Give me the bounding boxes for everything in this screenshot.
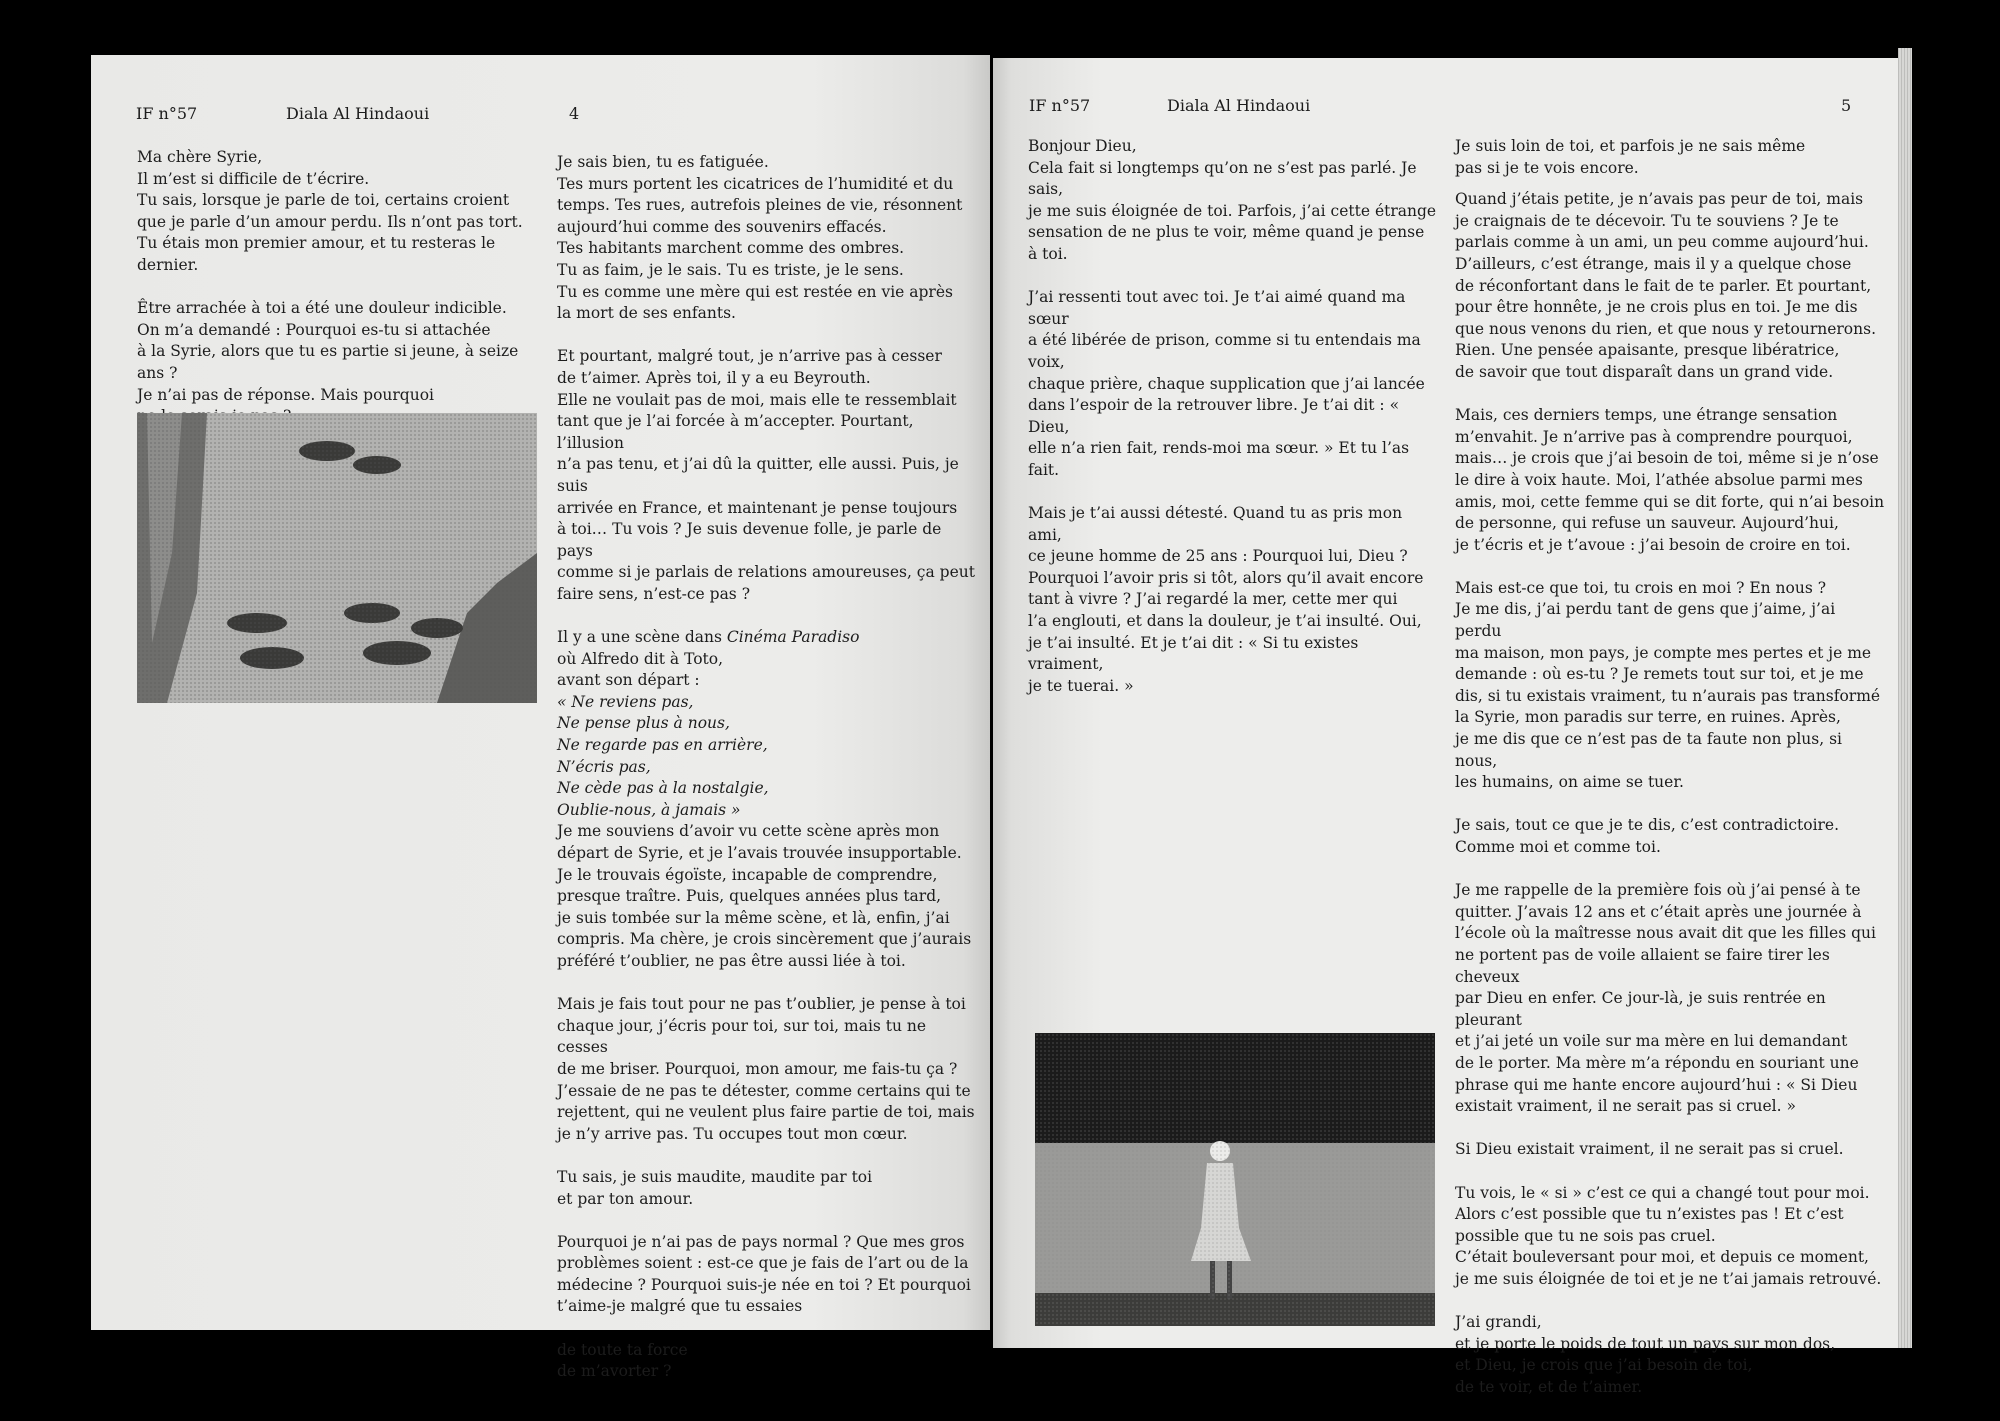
- film-title: Cinéma Paradiso: [726, 628, 860, 647]
- paragraph: Je suis loin de toi, et parfois je ne sais même pas si je te vois encore.: [1455, 137, 1806, 177]
- journal-issue: IF n°57: [136, 104, 198, 123]
- paragraph: Pourquoi je n’ai pas de pays normal ? Que mes gros problèmes soient : est-ce que je fais de l’art ou de la médecine ? Pourquoi suis-je née en toi ? Et pourquoi t’aime-je malgré que tu essaies: [557, 1232, 971, 1316]
- paragraph: Quand j’étais petite, je n’avais pas peur de toi, mais je craignais de te décevoir. Tu te souviens ? Je te parlais comme à un ami, un peu comme aujourd’hui. D’ailleurs, c’est étrange, mais il y a quelque chose de réconfortant dans le fait de te parler. Et pourtant, pour être honnête, je ne crois plus en toi. Je me dis que nous venons du rien, et que nous y retournerons. Rien. Une pensée apaisante, presque libératrice, de savoir que tout disparaît dans un grand vide.: [1455, 190, 1876, 381]
- paragraph: Bonjour Dieu, Cela fait si longtemps qu’on ne s’est pas parlé. Je sais, je me suis éloignée de toi. Parfois, j’ai cette étrange sensation de ne plus te voir, même quand je pense à toi.: [1028, 137, 1437, 263]
- journal-issue: IF n°57: [1029, 96, 1091, 115]
- author-name: Diala Al Hindaoui: [1167, 96, 1311, 115]
- paragraph: Je me rappelle de la première fois où j’ai pensé à te quitter. J’avais 12 ans et c’était après une journée à l’école où la maîtresse nous avait dit que les filles qui ne portent pas de voile allaient se faire tirer les cheveux par Dieu en enfer. Ce jour-là, je suis rentrée en pleurant et j’ai jeté un voile sur ma mère en lui demandant de le porter. Ma mère m’a répondu en souriant une phrase qui me hante encore aujourd’hui : « Si Dieu existait vraiment, il ne serait pas si cruel. »: [1455, 881, 1876, 1116]
- paragraph: Mais est-ce que toi, tu crois en moi ? En nous ? Je me dis, j’ai perdu tant de gens que j’aime, j’ai perdu ma maison, mon pays, je compte mes pertes et je me demande : où es-tu ? Je remets tout sur toi, et je me dis, si tu existais vraiment, tu n’aurais pas transformé la Syrie, mon paradis sur terre, en ruines. Après, je me dis que ce n’est pas de ta faute non plus, si nous, les humains, on aime se tuer.: [1455, 578, 1881, 792]
- right-page: [993, 58, 1903, 1396]
- photo-woman-by-wall: [1035, 1033, 1435, 1326]
- page-number: 5: [1841, 96, 1852, 115]
- paragraph: Et pourtant, malgré tout, je n’arrive pas à cesser de t’aimer. Après toi, il y a eu Beyrouth. Elle ne voulait pas de moi, mais elle te ressemblait tant que je l’ai forcée à m’accepter. Pourtant, l’illusion n’a pas tenu, et j’ai dû la quitter, elle aussi. Puis, je suis arrivée en France, et maintenant je pense toujours à toi… Tu vois ? Je suis devenue folle, je parle de pays comme si je parlais de relations amoureuses, ça peut faire sens, n’est-ce pas ?: [557, 347, 975, 603]
- left-column-1: [137, 147, 537, 449]
- text: Il y a une scène dans: [557, 628, 727, 647]
- left-page: [91, 55, 990, 1381]
- paragraph: Je sais bien, tu es fatiguée. Tes murs portent les cicatrices de l’humidité et du temps. Tes rues, autrefois pleines de vie, résonnent aujourd’hui comme des souvenirs effacés. Tes habitants marchent comme des ombres. Tu as faim, je le sais. Tu es triste, je le sens. Tu es comme une mère qui est restée en vie après la mort de ses enfants.: [557, 153, 963, 323]
- photo-sandals: [137, 413, 537, 703]
- right-column-1: [1028, 136, 1438, 719]
- paragraph: de toute ta force de m’avorter ?: [557, 1340, 688, 1381]
- paragraph: [557, 627, 977, 649]
- paragraph: J’ai grandi, et je porte le poids de tout un pays sur mon dos, et Dieu, je crois que j’ai besoin de toi, de te voir, et de t’aimer.: [1455, 1313, 1836, 1396]
- film-quote: « Ne reviens pas, Ne pense plus à nous, Ne regarde pas en arrière, N’écris pas, Ne cède pas à la nostalgie, Oublie-nous, à jamais »: [557, 692, 769, 819]
- paragraph: Je me souviens d’avoir vu cette scène après mon départ de Syrie, et je l’avais trouvée insupportable. Je le trouvais égoïste, incapable de comprendre, presque traître. Puis, quelques années plus tard, je suis tombée sur la même scène, et là, enfin, j’ai compris. Ma chère, je crois sincèrement que j’aurais préféré t’oublier, ne pas être aussi liée à toi.: [557, 822, 972, 970]
- paragraph: Mais je fais tout pour ne pas t’oublier, je pense à toi chaque jour, j’écris pour toi, sur toi, mais tu ne cesses de me briser. Pourquoi, mon amour, me fais-tu ça ? J’essaie de ne pas te détester, comme certains qui te rejettent, qui ne veulent plus faire partie de toi, mais je n’y arrive pas. Tu occupes tout mon cœur.: [557, 995, 975, 1143]
- paragraph: Tu sais, je suis maudite, maudite par toi et par ton amour.: [557, 1167, 873, 1208]
- left-column-2: [557, 152, 977, 1404]
- paragraph: Je sais, tout ce que je te dis, c’est contradictoire. Comme moi et comme toi.: [1455, 816, 1840, 856]
- right-column-2: [1455, 136, 1885, 1420]
- paragraph: où Alfredo dit à Toto, avant son départ :: [557, 649, 724, 690]
- paragraph: Ma chère Syrie, Il m’est si difficile de t’écrire. Tu sais, lorsque je parle de toi, certains croient que je parle d’un amour perdu. Ils n’ont pas tort. Tu étais mon premier amour, et tu resteras le dernier.: [137, 148, 523, 274]
- paragraph: Mais, ces derniers temps, une étrange sensation m’envahit. Je n’arrive pas à comprendre pourquoi, mais… je crois que j’ai besoin de toi, même si je n’ose le dire à voix haute. Moi, l’athée absolue parmi mes amis, moi, cette femme qui se dit forte, qui n’ai besoin de personne, qui refuse un sauveur. Aujourd’hui, je t’écris et je t’avoue : j’ai besoin de croire en toi.: [1455, 406, 1885, 554]
- paragraph: Mais je t’ai aussi détesté. Quand tu as pris mon ami, ce jeune homme de 25 ans : Pourquoi lui, Dieu ? Pourquoi l’avoir pris si tôt, alors qu’il avait encore tant à vivre ? J’ai regardé la mer, cette mer qui l’a englouti, et dans la douleur, je t’ai insulté. Oui, je t’ai insulté. Et je t’ai dit : « Si tu existes vraiment, je te tuerai. »: [1028, 504, 1424, 695]
- page-number: 4: [569, 104, 580, 123]
- paragraph: J’ai ressenti tout avec toi. Je t’ai aimé quand ma sœur a été libérée de prison, comme si tu entendais ma voix, chaque prière, chaque supplication que j’ai lancée dans l’espoir de la retrouver libre. Je t’ai dit : « Dieu, elle n’a rien fait, rends-moi ma sœur. » Et tu l’as fait.: [1028, 288, 1425, 479]
- paragraph: Tu vois, le « si » c’est ce qui a changé tout pour moi. Alors c’est possible que tu n’existes pas ! Et c’est possible que tu ne sois pas cruel. C’était bouleversant pour moi, et depuis ce moment, je me suis éloignée de toi et je ne t’ai jamais retrouvé.: [1455, 1183, 1882, 1288]
- paragraph: Être arrachée à toi a été une douleur indicible. On m’a demandé : Pourquoi es-tu si attachée à la Syrie, alors que tu es partie si jeune, à seize ans ? Je n’ai pas de réponse. Mais pourquoi: [137, 299, 519, 404]
- paragraph: Si Dieu existait vraiment, il ne serait pas si cruel.: [1455, 1140, 1844, 1159]
- page-edge: [1898, 48, 1912, 1348]
- author-name: Diala Al Hindaoui: [286, 104, 430, 123]
